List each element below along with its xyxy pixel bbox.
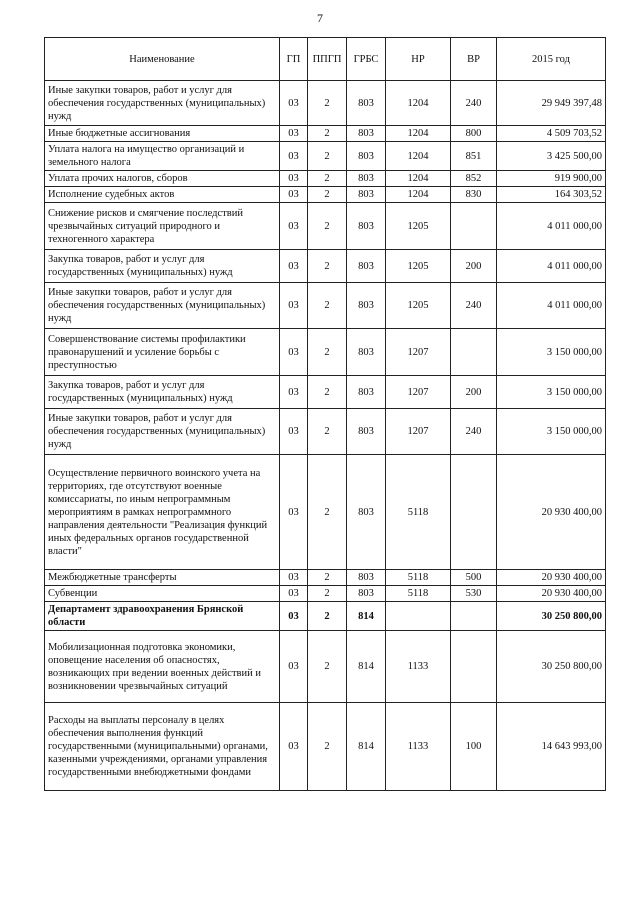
row-amount: 919 900,00 [497,171,606,187]
row-gp: 03 [280,329,308,376]
page-number: 7 [317,11,323,25]
table-row [45,250,606,283]
row-gp: 03 [280,142,308,171]
row-vr [451,602,497,631]
row-amount: 29 949 397,48 [497,81,606,126]
row-vr: 240 [451,283,497,329]
row-grbs: 803 [347,570,386,586]
table-row [45,187,606,203]
row-nr [386,602,451,631]
table-row [45,376,606,409]
row-vr: 240 [451,81,497,126]
row-amount: 164 303,52 [497,187,606,203]
row-name: Закупка товаров, работ и услуг для государственных (муниципальных) нужд [45,250,280,283]
row-grbs: 803 [347,142,386,171]
row-vr: 240 [451,409,497,455]
row-amount: 3 150 000,00 [497,329,606,376]
row-ppgp: 2 [308,376,347,409]
row-name: Расходы на выплаты персоналу в целях обеспечения выполнения функций государственными (муниципальными) органами, казенными учреждениями, органами управления государственными внебюджетными фондами [45,703,280,791]
row-grbs: 803 [347,586,386,602]
row-nr: 1205 [386,283,451,329]
row-name: Департамент здравоохранения Брянской области [45,602,280,631]
table-row [45,586,606,602]
row-ppgp: 2 [308,142,347,171]
row-grbs: 803 [347,283,386,329]
row-nr: 1204 [386,81,451,126]
row-ppgp: 2 [308,586,347,602]
table-row [45,602,606,631]
header-grbs: ГРБС [347,38,386,81]
row-amount: 4 509 703,52 [497,126,606,142]
row-name: Уплата прочих налогов, сборов [45,171,280,187]
row-amount: 4 011 000,00 [497,250,606,283]
row-amount: 14 643 993,00 [497,703,606,791]
table-row [45,409,606,455]
row-name: Иные закупки товаров, работ и услуг для обеспечения государственных (муниципальных) нужд [45,409,280,455]
row-name: Осуществление первичного воинского учета на территориях, где отсутствуют военные комиссариаты, по иным непрограммным мероприятиям в рамках непрограммного направления деятельности "Реализация функций иных федеральных органов государственной власти" [45,455,280,570]
table-row [45,283,606,329]
row-vr [451,631,497,703]
row-ppgp: 2 [308,703,347,791]
row-name: Иные бюджетные ассигнования [45,126,280,142]
row-name: Субвенции [45,586,280,602]
row-gp: 03 [280,81,308,126]
row-vr: 100 [451,703,497,791]
row-amount: 20 930 400,00 [497,570,606,586]
table-row [45,329,606,376]
table-row [45,455,606,570]
row-vr: 500 [451,570,497,586]
row-amount: 30 250 800,00 [497,602,606,631]
table-body [45,81,606,791]
row-nr: 1204 [386,187,451,203]
row-vr: 851 [451,142,497,171]
row-vr: 800 [451,126,497,142]
row-name: Совершенствование системы профилактики правонарушений и усиление борьбы с преступностью [45,329,280,376]
row-gp: 03 [280,203,308,250]
row-gp: 03 [280,171,308,187]
row-amount: 30 250 800,00 [497,631,606,703]
row-nr: 5118 [386,586,451,602]
row-ppgp: 2 [308,171,347,187]
row-ppgp: 2 [308,602,347,631]
row-gp: 03 [280,631,308,703]
row-nr: 5118 [386,455,451,570]
row-vr: 530 [451,586,497,602]
row-gp: 03 [280,376,308,409]
row-ppgp: 2 [308,570,347,586]
row-amount: 4 011 000,00 [497,203,606,250]
table-row [45,126,606,142]
table-row [45,81,606,126]
row-grbs: 803 [347,126,386,142]
row-name: Закупка товаров, работ и услуг для государственных (муниципальных) нужд [45,376,280,409]
row-grbs: 803 [347,376,386,409]
row-grbs: 803 [347,81,386,126]
row-amount: 3 425 500,00 [497,142,606,171]
row-nr: 1205 [386,250,451,283]
table-row [45,570,606,586]
row-ppgp: 2 [308,126,347,142]
row-gp: 03 [280,455,308,570]
table-header-row [45,38,606,81]
row-ppgp: 2 [308,409,347,455]
row-name: Мобилизационная подготовка экономики, оповещение населения об опасностях, возникающих при ведении военных действий и возникновении чрезвычайных ситуаций [45,631,280,703]
row-nr: 1207 [386,329,451,376]
row-amount: 3 150 000,00 [497,376,606,409]
row-grbs: 814 [347,631,386,703]
row-gp: 03 [280,586,308,602]
row-vr: 852 [451,171,497,187]
row-ppgp: 2 [308,329,347,376]
row-amount: 4 011 000,00 [497,283,606,329]
row-gp: 03 [280,703,308,791]
row-gp: 03 [280,283,308,329]
row-name: Межбюджетные трансферты [45,570,280,586]
header-name: Наименование [45,38,280,81]
row-name: Иные закупки товаров, работ и услуг для обеспечения государственных (муниципальных) нужд [45,283,280,329]
row-amount: 3 150 000,00 [497,409,606,455]
row-nr: 5118 [386,570,451,586]
row-vr [451,203,497,250]
row-ppgp: 2 [308,631,347,703]
row-ppgp: 2 [308,250,347,283]
row-grbs: 803 [347,455,386,570]
row-grbs: 814 [347,602,386,631]
row-nr: 1205 [386,203,451,250]
row-ppgp: 2 [308,81,347,126]
header-gp: ГП [280,38,308,81]
row-grbs: 803 [347,171,386,187]
row-vr: 830 [451,187,497,203]
header-ppgp: ППГП [308,38,347,81]
row-vr [451,455,497,570]
row-gp: 03 [280,409,308,455]
row-nr: 1207 [386,376,451,409]
header-year-2015: 2015 год [497,38,606,81]
row-amount: 20 930 400,00 [497,586,606,602]
row-nr: 1204 [386,126,451,142]
row-grbs: 803 [347,203,386,250]
header-nr: НР [386,38,451,81]
table-row [45,203,606,250]
row-vr: 200 [451,250,497,283]
header-vr: ВР [451,38,497,81]
row-grbs: 803 [347,250,386,283]
row-name: Уплата налога на имущество организаций и земельного налога [45,142,280,171]
row-name: Иные закупки товаров, работ и услуг для обеспечения государственных (муниципальных) нужд [45,81,280,126]
table-row [45,703,606,791]
row-grbs: 803 [347,329,386,376]
row-gp: 03 [280,570,308,586]
row-grbs: 814 [347,703,386,791]
row-ppgp: 2 [308,187,347,203]
row-gp: 03 [280,187,308,203]
row-nr: 1204 [386,171,451,187]
row-grbs: 803 [347,187,386,203]
row-gp: 03 [280,250,308,283]
row-name: Исполнение судебных актов [45,187,280,203]
row-nr: 1133 [386,631,451,703]
table-row [45,142,606,171]
row-ppgp: 2 [308,455,347,570]
row-ppgp: 2 [308,283,347,329]
row-nr: 1204 [386,142,451,171]
row-vr: 200 [451,376,497,409]
row-name: Снижение рисков и смягчение последствий чрезвычайных ситуаций природного и техногенного характера [45,203,280,250]
table-row [45,171,606,187]
budget-table [44,37,606,791]
row-vr [451,329,497,376]
row-grbs: 803 [347,409,386,455]
row-gp: 03 [280,126,308,142]
table-row [45,631,606,703]
row-gp: 03 [280,602,308,631]
row-nr: 1133 [386,703,451,791]
row-amount: 20 930 400,00 [497,455,606,570]
row-ppgp: 2 [308,203,347,250]
row-nr: 1207 [386,409,451,455]
